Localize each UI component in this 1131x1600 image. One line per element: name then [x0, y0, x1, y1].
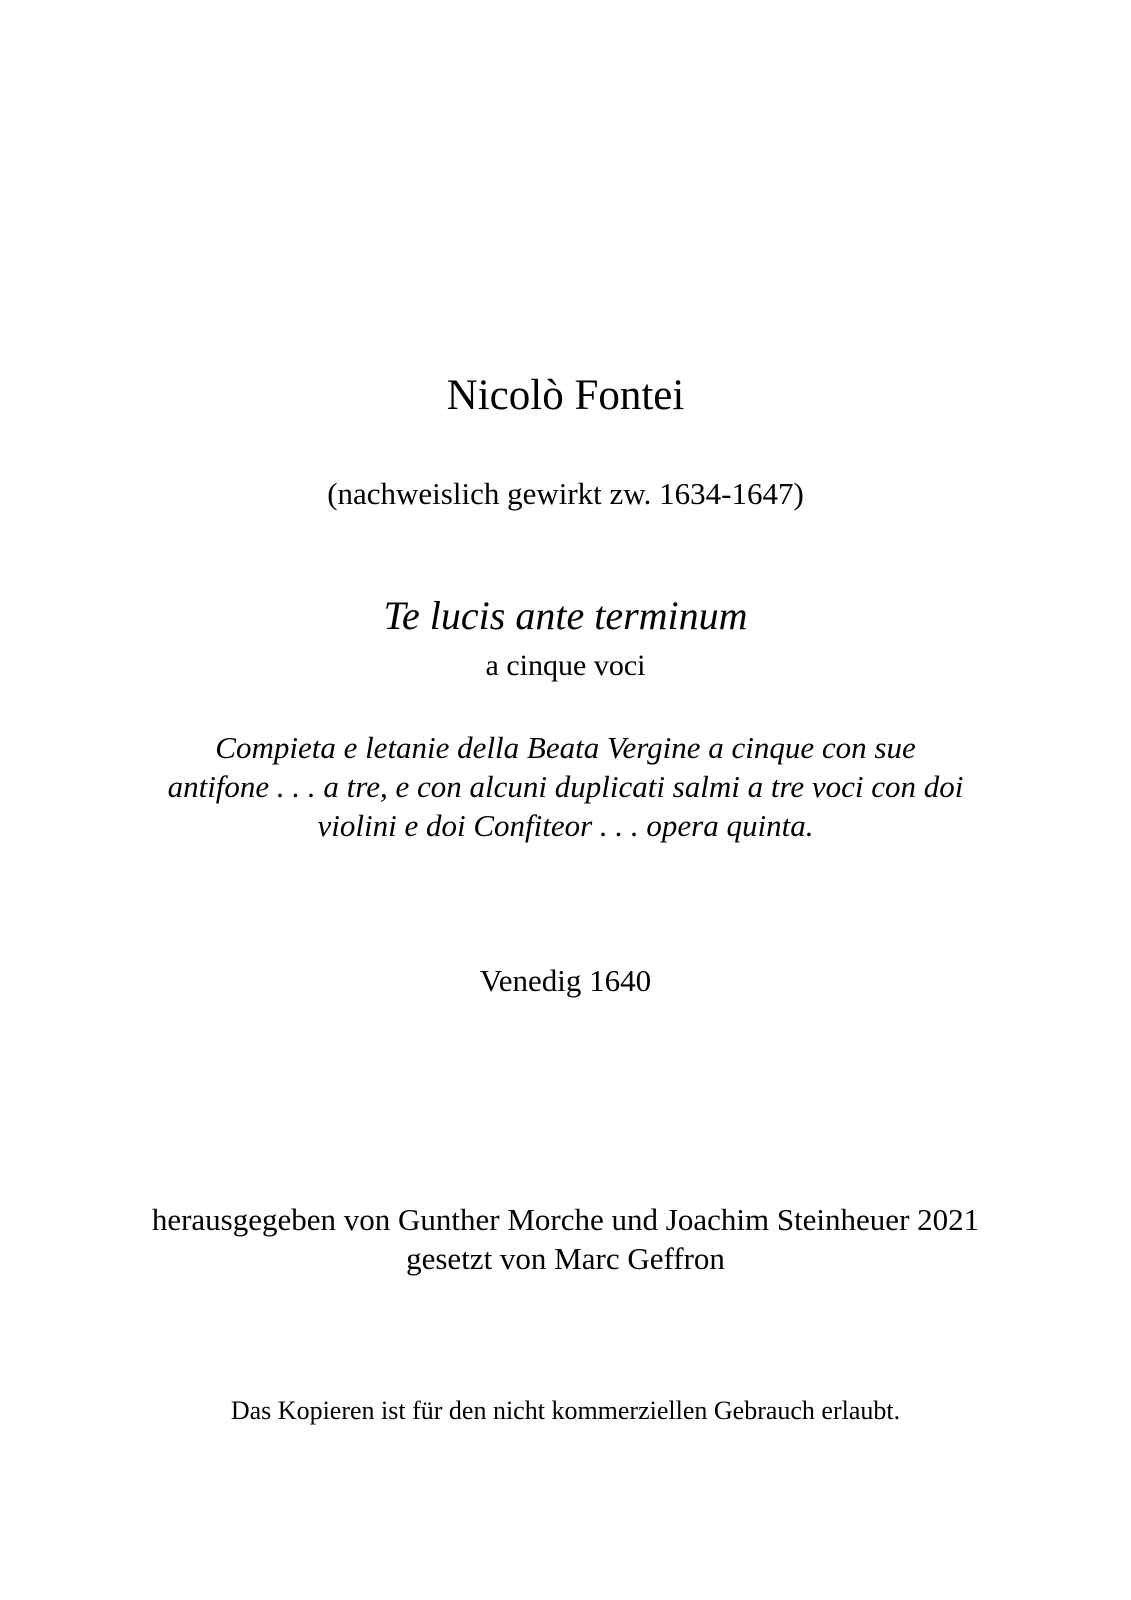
- copyright-notice: Das Kopieren ist für den nicht kommerziellen Gebrauch erlaubt.: [230, 1396, 901, 1425]
- publication-place-date: Venedig 1640: [479, 963, 652, 998]
- typesetter-credit: gesetzt von Marc Geffron: [406, 1241, 725, 1276]
- editors-credit: herausgegeben von Gunther Morche und Joachim Steinheuer 2021: [151, 1202, 980, 1237]
- voicing: a cinque voci: [485, 649, 646, 682]
- source-line: Compieta e letanie della Beata Vergine a cinque con sue: [215, 730, 916, 765]
- work-title: Te lucis ante terminum: [383, 593, 748, 638]
- composer-name: Nicolò Fontei: [446, 372, 685, 419]
- source-line: antifone . . . a tre, e con alcuni duplicati salmi a tre voci con doi: [167, 768, 964, 804]
- composer-lifespan: (nachweislich gewirkt zw. 1634-1647): [327, 476, 804, 511]
- source-line: violini e doi Confiteor . . . opera quinta.: [317, 807, 814, 843]
- source-description: [0, 729, 1131, 845]
